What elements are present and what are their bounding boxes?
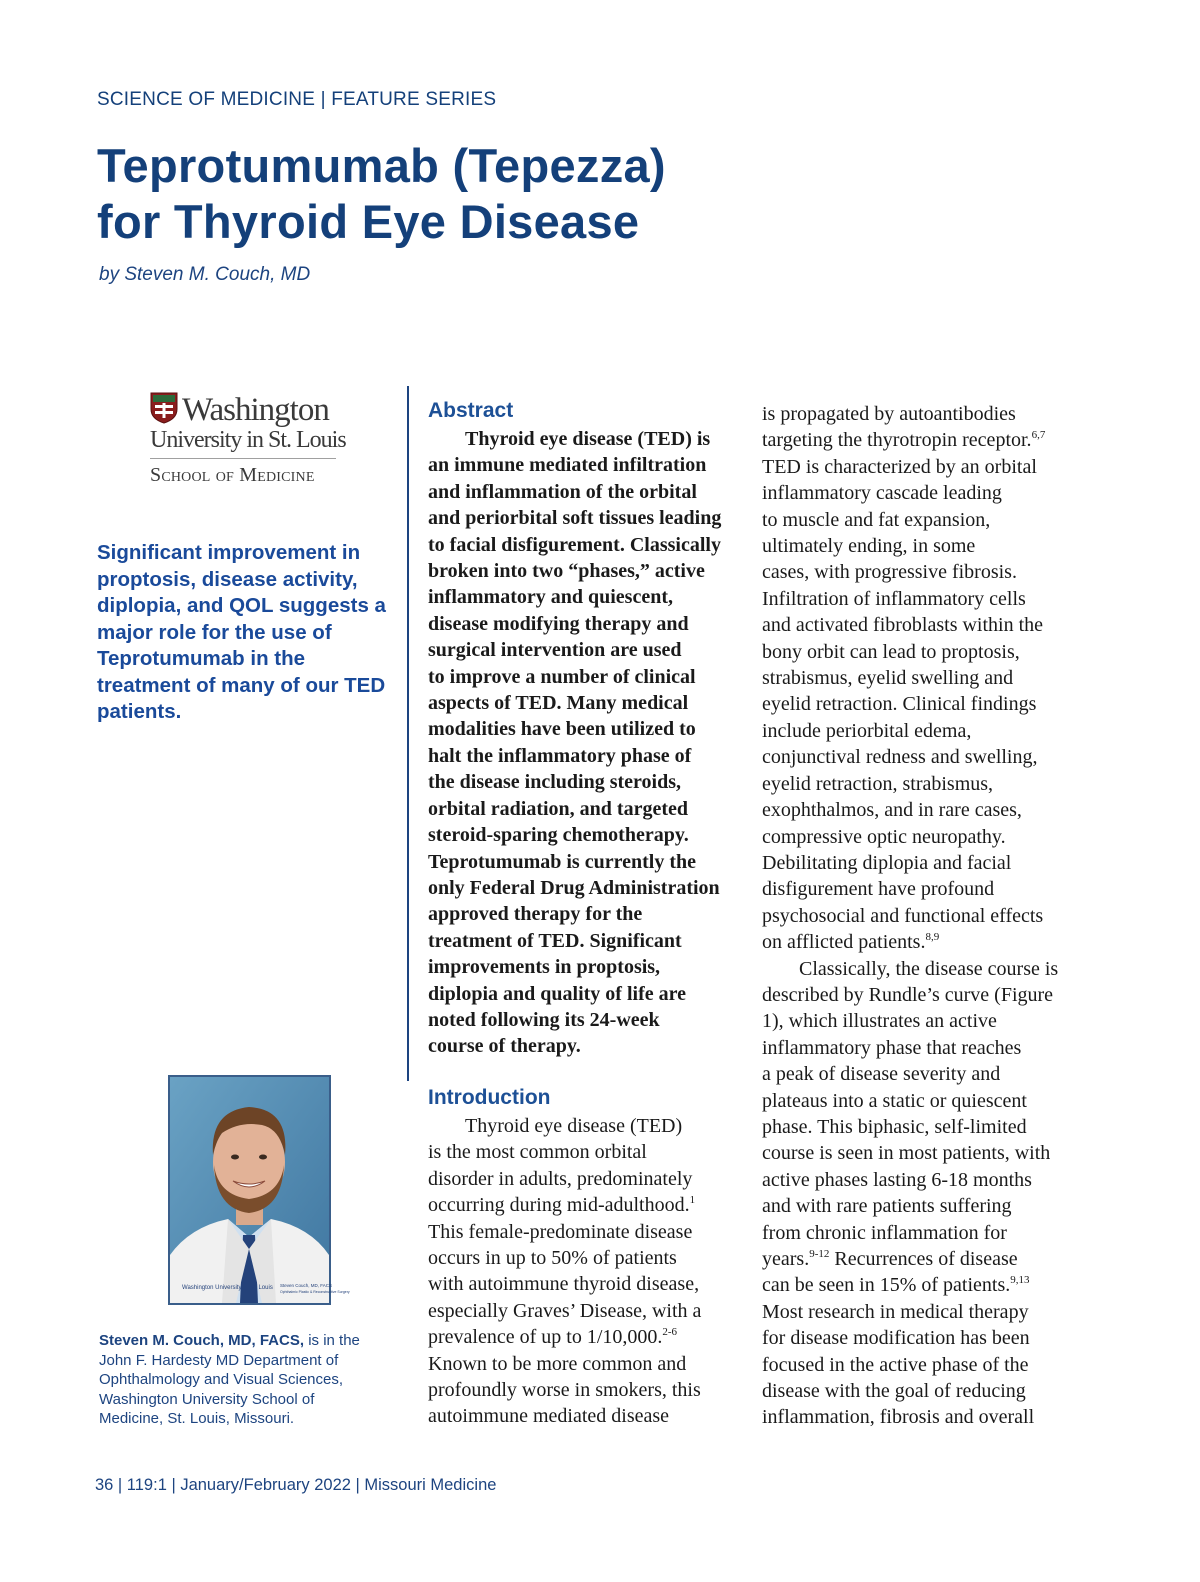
citation-superscript: 1	[689, 1194, 696, 1207]
text-line	[428, 901, 743, 927]
line-text: described by Rundle’s curve (Figure	[762, 983, 1054, 1006]
text-line	[762, 639, 1082, 665]
text-line	[762, 427, 1082, 453]
text-line	[762, 1220, 1082, 1246]
text-line	[762, 824, 1082, 850]
text-line	[762, 771, 1082, 797]
text-line	[428, 822, 743, 848]
text-line	[428, 611, 743, 637]
text-line	[762, 401, 1082, 427]
line-text: bony orbit can lead to proptosis,	[762, 640, 1020, 663]
line-text: active phases lasting 6-18 months	[762, 1168, 1032, 1191]
line-text: surgical intervention are used	[428, 639, 682, 662]
text-line	[762, 903, 1082, 929]
text-line	[428, 637, 743, 663]
line-text: exophthalmos, and in rare cases,	[762, 799, 1022, 822]
text-line	[428, 1139, 743, 1165]
text-line	[428, 1033, 743, 1059]
text-line	[428, 505, 743, 531]
line-text: inflammatory phase that reaches	[762, 1036, 1022, 1059]
line-text: Known to be more common and	[428, 1352, 687, 1375]
text-line	[428, 584, 743, 610]
text-line	[762, 1167, 1082, 1193]
text-line	[428, 1166, 743, 1192]
line-text: 1), which illustrates an active	[762, 1010, 997, 1033]
page-footer: 36 | 119:1 | January/February 2022 | Missouri Medicine	[95, 1476, 497, 1494]
line-text: phase. This biphasic, self-limited	[762, 1115, 1027, 1138]
text-line	[762, 559, 1082, 585]
text-line	[428, 1113, 743, 1139]
text-line	[428, 1007, 743, 1033]
citation-superscript: 8,9	[925, 931, 940, 944]
line-text: inflammatory and quiescent,	[428, 586, 673, 609]
abstract-heading: Abstract	[428, 399, 514, 422]
title-line-1: Teprotumumab (Tepezza)	[97, 139, 666, 192]
text-line	[428, 928, 743, 954]
logo-name: Washington	[182, 392, 329, 428]
text-line	[762, 1008, 1082, 1034]
line-text: profoundly worse in smokers, this	[428, 1379, 701, 1402]
line-text: This female-predominate disease	[428, 1220, 693, 1243]
line-text: is propagated by autoantibodies	[762, 403, 1016, 425]
citation-superscript: 2-6	[662, 1326, 678, 1339]
line-text: broken into two “phases,” active	[428, 560, 705, 583]
text-line	[428, 716, 743, 742]
bio-line: Washington University School of	[99, 1390, 315, 1408]
text-line	[762, 797, 1082, 823]
line-text: can be seen in 15% of patients.	[762, 1274, 1011, 1297]
author-portrait	[170, 1077, 350, 1303]
line-text: cases, with progressive fibrosis.	[762, 561, 1017, 584]
line-text: treatment of TED. Significant	[428, 929, 682, 952]
text-line	[428, 690, 743, 716]
line-text: disorder in adults, predominately	[428, 1167, 693, 1190]
text-line	[428, 1324, 743, 1350]
pull-quote: Significant improvement in proptosis, disease activity, diplopia, and QOL suggests a major role for the use of Teprotumumab in the treatment of many of our TED patients.	[97, 541, 386, 723]
line-text: disease with the goal of reducing	[762, 1380, 1026, 1403]
article-title	[97, 138, 666, 250]
text-line	[428, 796, 743, 822]
bio-line: Ophthalmology and Visual Sciences,	[99, 1371, 344, 1389]
text-line	[762, 1404, 1082, 1430]
text-line	[762, 586, 1082, 612]
line-text: plateaus into a static or quiescent	[762, 1089, 1027, 1112]
column-divider	[407, 386, 409, 1081]
text-line	[762, 665, 1082, 691]
text-line	[762, 1378, 1082, 1404]
text-line	[762, 1352, 1082, 1378]
text-line	[762, 1035, 1082, 1061]
line-text: focused in the active phase of the	[762, 1353, 1029, 1376]
line-text: TED is characterized by an orbital	[762, 455, 1037, 478]
line-text: strabismus, eyelid swelling and	[762, 667, 1014, 690]
line-text: Thyroid eye disease (TED) is	[465, 428, 711, 450]
text-line	[762, 1299, 1082, 1325]
introduction-heading: Introduction	[428, 1086, 551, 1109]
text-line	[762, 612, 1082, 638]
line-text: approved therapy for the	[428, 903, 643, 926]
line-text: an immune mediated infiltration	[428, 454, 707, 477]
line-text: Debilitating diplopia and facial	[762, 851, 1012, 874]
text-line	[762, 691, 1082, 717]
line-text: modalities have been utilized to	[428, 718, 696, 741]
text-line	[762, 744, 1082, 770]
text-line	[428, 1245, 743, 1271]
text-line	[428, 426, 743, 452]
line-text: Thyroid eye disease (TED)	[465, 1115, 683, 1137]
logo-university: University in St. Louis	[150, 427, 346, 453]
line-text: Teprotumumab is currently the	[428, 850, 696, 873]
text-line	[428, 849, 743, 875]
line-text: and periorbital soft tissues leading	[428, 507, 722, 530]
line-text: occurring during mid-adulthood.	[428, 1194, 690, 1217]
line-text: compressive optic neuropathy.	[762, 825, 1006, 848]
text-line	[428, 558, 743, 584]
text-line	[428, 954, 743, 980]
text-line	[428, 1403, 743, 1429]
line-text: only Federal Drug Administration	[428, 876, 720, 899]
introduction-text	[428, 1113, 743, 1430]
text-line	[428, 981, 743, 1007]
text-line	[762, 929, 1082, 955]
text-line	[762, 1325, 1082, 1351]
line-text: and inflammation of the orbital	[428, 480, 697, 503]
citation-superscript: 6,7	[1031, 429, 1046, 442]
line-text: is the most common orbital	[428, 1141, 647, 1164]
line-text: noted following its 24-week	[428, 1008, 660, 1031]
line-text: years.	[762, 1248, 810, 1270]
bio-line: Medicine, St. Louis, Missouri.	[99, 1410, 295, 1428]
abstract-text	[428, 426, 743, 1060]
text-line	[762, 718, 1082, 744]
text-line	[762, 533, 1082, 559]
line-text: autoimmune mediated disease	[428, 1405, 670, 1428]
coat-dept-text: Ophthalmic Plastic & Reconstructive Surgery	[280, 1290, 350, 1294]
text-line	[428, 479, 743, 505]
line-text: prevalence of up to 1/10,000.	[428, 1326, 663, 1349]
line-text: inflammation, fibrosis and overall	[762, 1406, 1035, 1429]
citation-superscript: 9,13	[1010, 1274, 1030, 1287]
text-line	[762, 850, 1082, 876]
text-line	[762, 1272, 1082, 1298]
coat-name-text: Steven Couch, MD, FACS	[280, 1283, 333, 1288]
text-line	[428, 532, 743, 558]
line-text: course is seen in most patients, with	[762, 1142, 1051, 1165]
bio-line: is in the	[308, 1332, 360, 1349]
line-text: diplopia and quality of life are	[428, 982, 687, 1005]
line-text: for disease modification has been	[762, 1327, 1030, 1350]
line-text: Infiltration of inflammatory cells	[762, 587, 1026, 610]
line-text: on afflicted patients.	[762, 931, 926, 954]
body-column-right	[762, 401, 1082, 1431]
line-text: disease modifying therapy and	[428, 612, 689, 635]
line-text: ultimately ending, in some	[762, 535, 976, 558]
text-line	[762, 876, 1082, 902]
text-line	[428, 769, 743, 795]
line-text: the disease including steroids,	[428, 771, 681, 794]
line-text: targeting the thyrotropin receptor.	[762, 429, 1032, 452]
title-line-2: for Thyroid Eye Disease	[97, 195, 640, 248]
text-line	[762, 1193, 1082, 1219]
line-text: eyelid retraction. Clinical findings	[762, 693, 1037, 716]
line-text: inflammatory cascade leading	[762, 482, 1002, 505]
text-line	[428, 1192, 743, 1218]
line-text: to muscle and fat expansion,	[762, 508, 991, 531]
line-text: aspects of TED. Many medical	[428, 692, 689, 715]
text-line	[428, 875, 743, 901]
author-photo	[168, 1075, 350, 1305]
line-text: especially Graves’ Disease, with a	[428, 1299, 702, 1322]
bio-line: John F. Hardesty MD Department of	[99, 1351, 339, 1369]
line-text: and activated fibroblasts within the	[762, 614, 1044, 637]
citation-superscript: 9-12	[809, 1248, 830, 1260]
shield-icon	[150, 392, 178, 424]
text-line	[762, 454, 1082, 480]
line-text: course of therapy.	[428, 1035, 581, 1058]
line-text: improvements in proptosis,	[428, 956, 661, 979]
line-text: with autoimmune thyroid disease,	[428, 1273, 700, 1296]
text-line	[762, 956, 1082, 982]
line-text: halt the inflammatory phase of	[428, 744, 692, 767]
line-text: Most research in medical therapy	[762, 1300, 1029, 1323]
coat-logo-text: Washington University in St. Louis	[182, 1285, 273, 1291]
line-text-after: Recurrences of disease	[829, 1248, 1018, 1270]
series-label: SCIENCE OF MEDICINE | FEATURE SERIES	[97, 89, 497, 110]
text-line	[762, 1088, 1082, 1114]
line-text: occurs in up to 50% of patients	[428, 1247, 677, 1270]
text-line	[428, 1271, 743, 1297]
logo-divider	[150, 458, 336, 459]
text-line	[428, 452, 743, 478]
line-text: conjunctival redness and swelling,	[762, 746, 1038, 769]
text-line	[762, 1140, 1082, 1166]
text-line	[762, 1114, 1082, 1140]
bio-author-name: Steven M. Couch, MD, FACS,	[99, 1332, 305, 1349]
text-line	[762, 1061, 1082, 1087]
text-line	[762, 1246, 1082, 1272]
text-line	[428, 743, 743, 769]
line-text: orbital radiation, and targeted	[428, 797, 688, 820]
university-logo	[148, 388, 358, 488]
line-text: eyelid retraction, strabismus,	[762, 772, 994, 795]
line-text: Classically, the disease course is	[799, 957, 1059, 980]
text-line	[428, 664, 743, 690]
line-text: from chronic inflammation for	[762, 1221, 1007, 1244]
text-line	[428, 1377, 743, 1403]
text-line	[428, 1219, 743, 1245]
line-text: steroid-sparing chemotherapy.	[428, 824, 689, 847]
text-line	[428, 1298, 743, 1324]
text-line	[762, 507, 1082, 533]
line-text: to facial disfigurement. Classically	[428, 533, 721, 556]
line-text: disfigurement have profound	[762, 878, 995, 901]
text-line	[762, 982, 1082, 1008]
text-line	[428, 1351, 743, 1377]
line-text: a peak of disease severity and	[762, 1063, 1001, 1086]
text-line	[762, 480, 1082, 506]
author-bio	[99, 1331, 399, 1429]
line-text: to improve a number of clinical	[428, 665, 696, 688]
line-text: psychosocial and functional effects	[762, 904, 1044, 927]
line-text: and with rare patients suffering	[762, 1195, 1012, 1218]
byline: by Steven M. Couch, MD	[99, 264, 311, 285]
line-text: include periorbital edema,	[762, 719, 972, 742]
logo-school: School of Medicine	[150, 464, 315, 486]
